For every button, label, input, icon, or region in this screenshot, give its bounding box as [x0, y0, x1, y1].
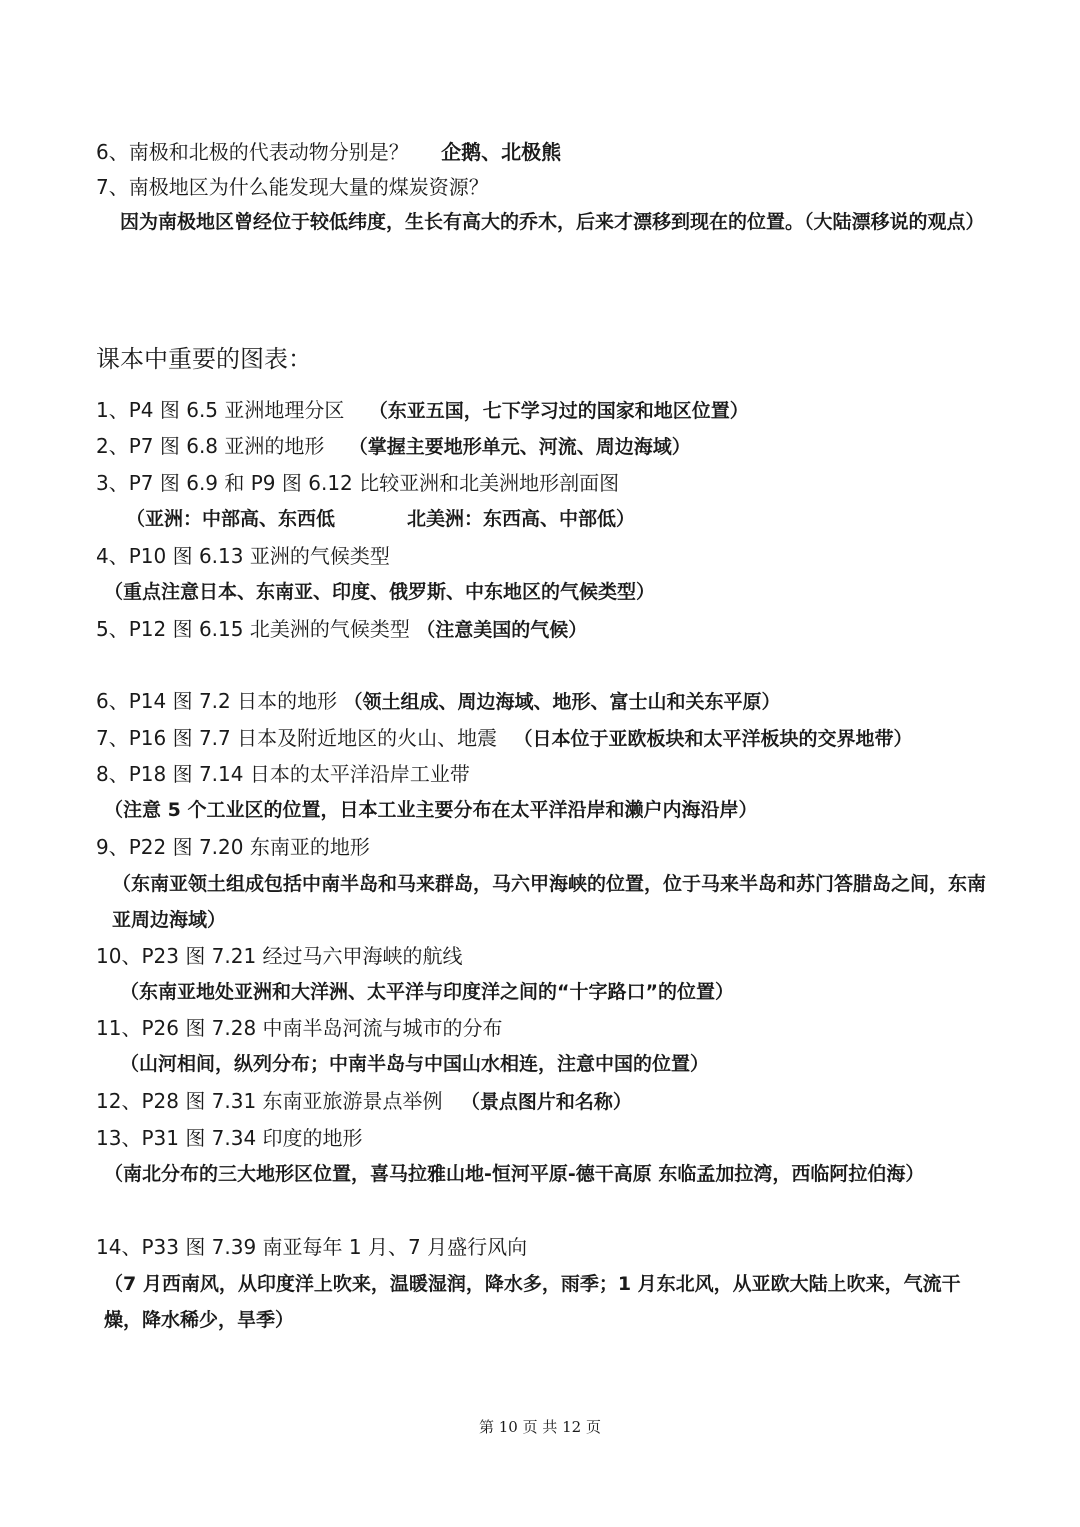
item-13-label: 13、P31 图 7.34 印度的地形	[96, 1126, 363, 1150]
item-7	[96, 725, 996, 752]
item-8-label: 8、P18 图 7.14 日本的太平洋沿岸工业带	[96, 762, 470, 786]
item-2-label: 2、P7 图 6.8 亚洲的地形	[96, 434, 325, 458]
item-6	[96, 688, 996, 715]
qa-6-answer: 企鹅、北极熊	[441, 140, 562, 164]
item-5	[96, 616, 996, 643]
item-9-label: 9、P22 图 7.20 东南亚的地形	[96, 835, 370, 859]
qa-6-question: 6、南极和北极的代表动物分别是？	[96, 140, 409, 164]
item-3-note-a: （亚洲：中部高、东西低	[126, 508, 336, 530]
item-6-label: 6、P14 图 7.2 日本的地形	[96, 689, 338, 713]
page-footer: 第 10 页 共 12 页	[478, 1418, 601, 1436]
item-2-note: （掌握主要地形单元、河流、周边海域）	[348, 436, 691, 458]
item-3-note	[126, 506, 1026, 532]
item-12	[96, 1088, 996, 1115]
qa-6	[96, 139, 996, 165]
section-title: 课本中重要的图表：	[96, 345, 312, 373]
item-4-note: （重点注意日本、东南亚、印度、俄罗斯、中东地区的气候类型）	[104, 581, 656, 603]
item-14-label: 14、P33 图 7.39 南亚每年 1 月、7 月盛行风向	[96, 1235, 528, 1259]
qa-7-answer: 因为南极地区曾经位于较低纬度，生长有高大的乔木，后来才漂移到现在的位置。（大陆漂移说的观点）	[120, 211, 985, 233]
item-11-note: （山河相间，纵列分布；中南半岛与中国山水相连，注意中国的位置）	[120, 1053, 710, 1075]
item-4-label: 4、P10 图 6.13 亚洲的气候类型	[96, 544, 390, 568]
item-7-note: （日本位于亚欧板块和太平洋板块的交界地带）	[513, 728, 913, 750]
item-5-note: （注意美国的气候）	[416, 619, 588, 641]
item-10-note: （东南亚地处亚洲和大洋洲、太平洋与印度洋之间的“十字路口”的位置）	[120, 981, 734, 1003]
item-1	[96, 397, 996, 424]
qa-7-question: 7、南极地区为什么能发现大量的煤炭资源？	[96, 175, 489, 199]
item-1-note: （东亚五国，七下学习过的国家和地区位置）	[368, 400, 749, 422]
item-9-note: （东南亚领土组成包括中南半岛和马来群岛，马六甲海峡的位置，位于马来半岛和苏门答腊岛之间，东南亚周边海域）	[112, 873, 987, 931]
item-12-note: （景点图片和名称）	[460, 1091, 632, 1113]
item-2	[96, 433, 996, 460]
item-1-label: 1、P4 图 6.5 亚洲地理分区	[96, 398, 345, 422]
item-3-note-b: 北美洲：东西高、中部低）	[407, 508, 636, 530]
item-10-label: 10、P23 图 7.21 经过马六甲海峡的航线	[96, 944, 463, 968]
item-14-note: （7 月西南风，从印度洋上吹来，温暖湿润，降水多，雨季；1 月东北风，从亚欧大陆上吹来，气流干燥，降水稀少，旱季）	[104, 1273, 961, 1331]
item-3-label: 3、P7 图 6.9 和 P9 图 6.12 比较亚洲和北美洲地形剖面图	[96, 471, 620, 495]
item-12-label: 12、P28 图 7.31 东南亚旅游景点举例	[96, 1089, 443, 1113]
item-7-label: 7、P16 图 7.7 日本及附近地区的火山、地震	[96, 726, 498, 750]
item-6-note: （领土组成、周边海域、地形、富士山和关东平原）	[343, 691, 781, 713]
item-13-note: （南北分布的三大地形区位置，喜马拉雅山地-恒河平原-德干高原 东临孟加拉湾，西临阿拉伯海）	[104, 1163, 925, 1185]
item-11-label: 11、P26 图 7.28 中南半岛河流与城市的分布	[96, 1016, 503, 1040]
item-5-label: 5、P12 图 6.15 北美洲的气候类型	[96, 617, 410, 641]
item-8-note: （注意 5 个工业区的位置，日本工业主要分布在太平洋沿岸和濑户内海沿岸）	[104, 799, 758, 821]
